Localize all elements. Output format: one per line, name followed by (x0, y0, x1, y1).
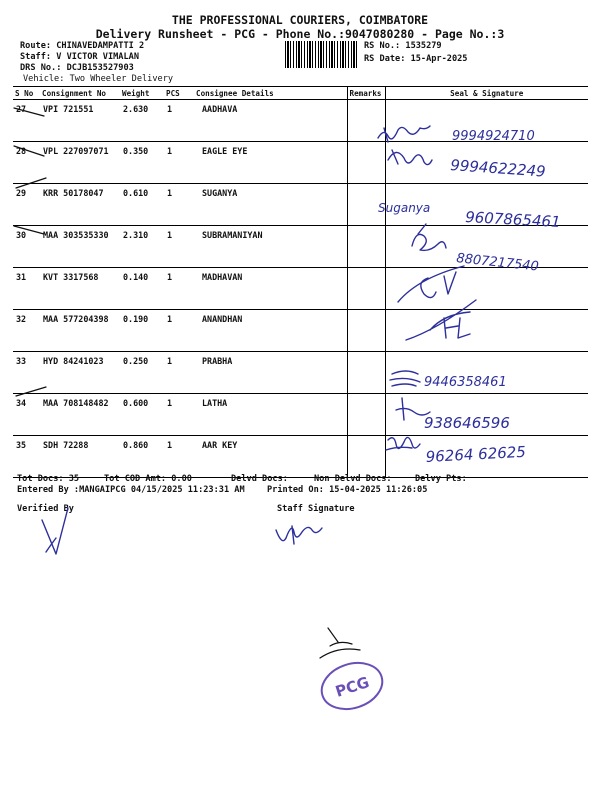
col-header-consignment: Consignment No (40, 87, 120, 100)
phone-row-34: 938646596 (424, 414, 510, 432)
cell-sno: 27 (13, 100, 40, 142)
signature-row-31 (398, 266, 464, 302)
phone-row-27: 9994924710 (452, 129, 535, 144)
cell-pcs: 1 (164, 436, 194, 478)
cell-pcs: 1 (164, 100, 194, 142)
printed-on: Printed On: 15-04-2025 11:26:05 (267, 485, 428, 495)
cell-pcs: 1 (164, 394, 194, 436)
cell-consignment: MAA 577204398 (40, 310, 120, 352)
cell-consignment: HYD 84241023 (40, 352, 120, 394)
staff-label: Staff: V VICTOR VIMALAN (20, 52, 139, 62)
name-row-29: Suganya (378, 201, 431, 215)
col-header-seal-signature: Seal & Signature (385, 87, 588, 100)
rs-number: RS No.: 1535279 (364, 41, 442, 51)
cell-pcs: 1 (164, 352, 194, 394)
cell-sno: 35 (13, 436, 40, 478)
non-delivered-docs: Non Delvd Docs: (314, 474, 392, 484)
route-label: Route: CHINAVEDAMPATTI 2 (20, 41, 145, 51)
phone-row-33: 9446358461 (424, 375, 507, 390)
cell-sno: 28 (13, 142, 40, 184)
cell-pcs: 1 (164, 226, 194, 268)
cell-weight: 2.630 (120, 100, 164, 142)
tick-marks (14, 108, 46, 396)
cell-consignee: LATHA (194, 394, 347, 436)
cell-sno: 31 (13, 268, 40, 310)
cell-consignee: SUGANYA (194, 184, 347, 226)
total-docs: Tot Docs: 35 (17, 474, 80, 484)
cell-consignee: MADHAVAN (194, 268, 347, 310)
cell-consignee: SUBRAMANIYAN (194, 226, 347, 268)
company-title: THE PROFESSIONAL COURIERS, COIMBATORE (171, 13, 429, 27)
phone-row-30: 8807217540 (455, 251, 540, 275)
cell-weight: 2.310 (120, 226, 164, 268)
drs-label: DRS No.: DCJB153527903 (20, 63, 134, 73)
phone-row-28: 9994622249 (449, 156, 547, 181)
cell-consignment: VPI 721551 (40, 100, 120, 142)
cell-weight: 0.350 (120, 142, 164, 184)
cell-pcs: 1 (164, 184, 194, 226)
col-header-consignee: Consignee Details (194, 87, 347, 100)
cell-pcs: 1 (164, 142, 194, 184)
stamp-initials (320, 628, 360, 658)
col-header-sno: S No (13, 87, 40, 100)
signature-row-27 (378, 126, 430, 142)
cell-consignee: EAGLE EYE (194, 142, 347, 184)
delivered-docs: Delvd Docs: (231, 474, 288, 484)
cell-weight: 0.250 (120, 352, 164, 394)
staff-signature-label: Staff Signature (277, 504, 355, 514)
cell-consignment: KRR 50178047 (40, 184, 120, 226)
cell-weight: 0.600 (120, 394, 164, 436)
cell-consignment: VPL 227097071 (40, 142, 120, 184)
cell-consignee: ANANDHAN (194, 310, 347, 352)
col-header-weight: Weight (120, 87, 164, 100)
cell-consignment: MAA 708148482 (40, 394, 120, 436)
signature-row-30 (412, 224, 446, 250)
rs-date: RS Date: 15-Apr-2025 (364, 54, 468, 64)
signature-row-33 (390, 371, 420, 386)
col-header-remarks: Remarks (347, 87, 385, 100)
cell-weight: 0.140 (120, 268, 164, 310)
cell-sno: 32 (13, 310, 40, 352)
cell-consignment: KVT 3317568 (40, 268, 120, 310)
cell-pcs: 1 (164, 310, 194, 352)
phone-row-29: 9607865461 (464, 208, 562, 231)
runsheet-subtitle: Delivery Runsheet - PCG - Phone No.:9047080280 - Page No.:3 (95, 27, 505, 41)
vehicle-label: Vehicle: Two Wheeler Delivery (23, 74, 174, 84)
phone-row-35: 96264 62625 (425, 442, 527, 466)
cell-consignment: MAA 303535330 (40, 226, 120, 268)
cell-consignee: AADHAVA (194, 100, 347, 142)
cell-sno: 33 (13, 352, 40, 394)
cell-consignee: PRABHA (194, 352, 347, 394)
entered-by: Entered By :MANGAIPCG 04/15/2025 11:23:31 AM (17, 485, 245, 495)
pcg-stamp-text: PCG (333, 673, 372, 701)
verified-by-signature (42, 508, 68, 554)
cell-pcs: 1 (164, 268, 194, 310)
signature-row-28 (388, 150, 432, 165)
delivery-points: Delvy Pts: (415, 474, 467, 484)
staff-signature (276, 526, 322, 544)
cell-weight: 0.610 (120, 184, 164, 226)
signature-row-32 (406, 300, 476, 340)
col-header-pcs: PCS (164, 87, 194, 100)
cell-consignment: SDH 72288 (40, 436, 120, 478)
signature-row-35 (386, 437, 420, 450)
cell-sno: 34 (13, 394, 40, 436)
cell-weight: 0.190 (120, 310, 164, 352)
verified-by-label: Verified By (17, 504, 74, 514)
cell-sno: 30 (13, 226, 40, 268)
cell-sno: 29 (13, 184, 40, 226)
cell-weight: 0.860 (120, 436, 164, 478)
total-cod-amount: Tot COD Amt: 0.00 (104, 474, 192, 484)
cell-consignee: AAR KEY (194, 436, 347, 478)
